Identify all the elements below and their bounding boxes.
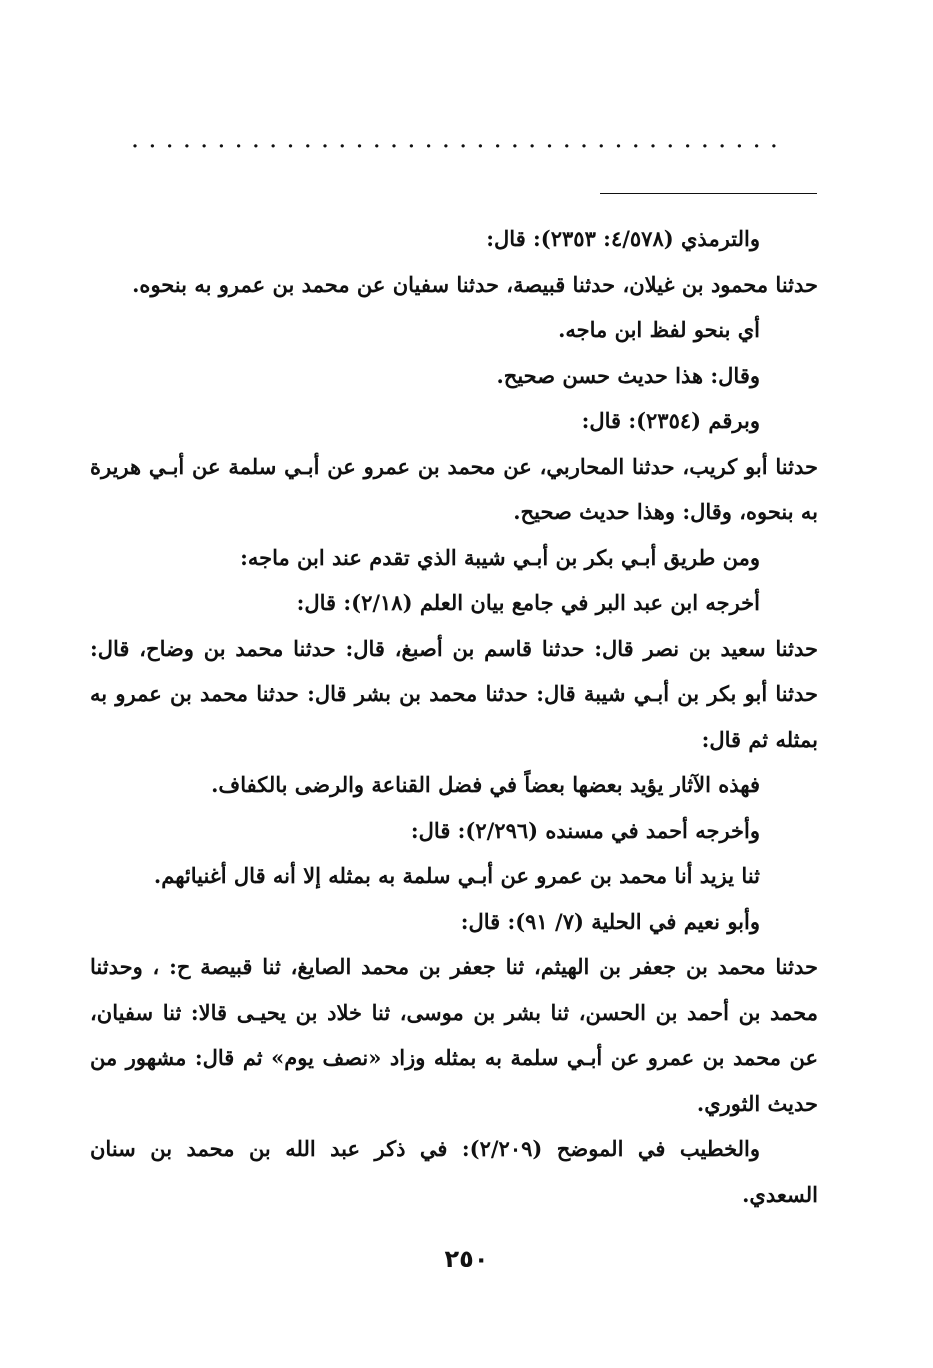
paragraph: وبرقم (٢٣٥٤): قال: xyxy=(581,408,760,433)
main-text xyxy=(90,216,818,1217)
paragraph: فهذه الآثار يؤيد بعضها بعضاً في فضل القناعة والرضى بالكفاف. xyxy=(211,772,760,797)
footnote-rule xyxy=(600,193,817,194)
paragraph: وأخرجه أحمد في مسنده (٢/٢٩٦): قال: xyxy=(410,817,760,843)
paragraph: أي بنحو لفظ ابن ماجه. xyxy=(558,317,760,342)
paragraph: والترمذي (٤/٥٧٨: ٢٣٥٣): قال: xyxy=(486,226,760,251)
paragraph: وأبو نعيم في الحلية (٧/ ٩١): قال: xyxy=(460,908,760,934)
paragraph: حدثنا سعيد بن نصر قال: حدثنا قاسم بن أصبغ، قال: حدثنا محمد بن وضاح، قال: حدثنا أبو بكر بن أبـي شيبة قال: حدثنا محمد بن بشر قال: حدثنا محمد بن عمرو به بمثله ثم قال: xyxy=(90,635,818,752)
paragraph: ومن طريق أبـي بكر بن أبـي شيبة الذي تقدم عند ابن ماجه: xyxy=(240,544,760,570)
paragraph: حدثنا محمد بن جعفر بن الهيثم، ثنا جعفر بن محمد الصايغ، ثنا قبيصة ح: ، وحدثنا محمد بن أحمد بن الحسن، ثنا بشر بن موسى، ثنا خلاد بن يحيـى قالا: ثنا سفيان، عن محمد بن عمرو عن أبـي سلمة به بمثله وزاد «نصف يوم» ثم قال: مشهور من حديث الثوري. xyxy=(90,954,818,1116)
paragraph: أخرجه ابن عبد البر في جامع بيان العلم (٢/١٨): قال: xyxy=(296,590,760,615)
paragraph: ثنا يزيد أنا محمد بن عمرو عن أبـي سلمة به بمثله إلا أنه قال أغنيائهم. xyxy=(153,863,760,888)
dotted-separator: ······································ xyxy=(131,136,789,156)
page-number: ٢٥٠ xyxy=(444,1245,489,1273)
paragraph: وقال: هذا حديث حسن صحيح. xyxy=(496,362,760,388)
paragraph: حدثنا محمود بن غيلان، حدثنا قبيصة، حدثنا سفيان عن محمد بن عمرو به بنحوه. xyxy=(132,271,818,297)
paragraph: والخطيب في الموضح (٢/٢٠٩): في ذكر عبد الله بن محمد بن سنان السعدي. xyxy=(90,1136,818,1207)
paragraph: حدثنا أبو كريب، حدثنا المحاربي، عن محمد بن عمرو عن أبـي سلمة عن أبـي هريرة به بنحوه، وقال: وهذا حديث صحيح. xyxy=(90,453,818,524)
